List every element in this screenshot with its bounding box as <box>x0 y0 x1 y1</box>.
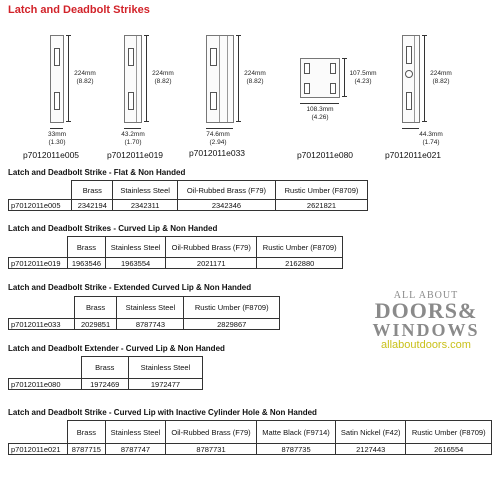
spec-table-inactive-cylinder <box>8 420 492 455</box>
col-header: Stainless Steel <box>128 357 202 379</box>
col-header: Satin Nickel (F42) <box>335 421 405 444</box>
col-header: Brass <box>67 237 105 258</box>
col-header: Stainless Steel <box>117 297 184 319</box>
col-header: Stainless Steel <box>106 421 166 444</box>
dimension-height: 224mm (8.82) <box>152 70 174 85</box>
table-row: p7012011e080 1972469 1972477 <box>9 379 203 390</box>
spec-table-curved-lip <box>8 236 343 269</box>
section-title: Latch and Deadbolt Strikes - Curved Lip & Non Handed <box>8 224 218 233</box>
section-title: Latch and Deadbolt Strike - Curved Lip with Inactive Cylinder Hole & Non Handed <box>8 408 317 417</box>
col-header: Rustic Umber (F8709) <box>406 421 492 444</box>
col-header: Oil-Rubbed Brass (F79) <box>165 421 256 444</box>
dimension-width: 108.3mm (4.26) <box>306 106 334 121</box>
part-label: p7012011e021 <box>384 150 442 160</box>
table-row: p7012011e019 1963546 1963554 2021171 2162880 <box>9 258 343 269</box>
dimension-height: 224mm (8.82) <box>430 70 452 85</box>
part-label: p7012011e005 <box>22 150 80 160</box>
col-header: Brass <box>72 181 113 200</box>
col-header: Rustic Umber (F8709) <box>257 237 343 258</box>
strike-image-e080 <box>300 58 340 98</box>
col-header: Brass <box>81 357 128 379</box>
strike-image-e021 <box>402 35 420 123</box>
dimension-width: 33mm (1.30) <box>47 131 67 146</box>
col-header: Oil-Rubbed Brass (F79) <box>166 237 257 258</box>
spec-table-flat <box>8 180 368 211</box>
spec-table-extended <box>8 296 280 330</box>
col-header: Stainless Steel <box>106 237 166 258</box>
col-header: Rustic Umber (F8709) <box>276 181 368 200</box>
spec-table-extender <box>8 356 203 390</box>
dimension-width: 43.2mm (1.70) <box>121 131 145 146</box>
part-label: p7012011e080 <box>296 150 354 160</box>
section-title: Latch and Deadbolt Strike - Extended Curved Lip & Non Handed <box>8 283 252 292</box>
section-title: Latch and Deadbolt Strike - Flat & Non Handed <box>8 168 186 177</box>
col-header: Stainless Steel <box>113 181 177 200</box>
table-row: p7012011e033 2029851 8787743 2829867 <box>9 319 280 330</box>
col-header: Brass <box>74 297 117 319</box>
table-row: p7012011e005 2342194 2342311 2342346 2621821 <box>9 200 368 211</box>
brand-watermark-logo: ALL ABOUT DOORS& WINDOWS allaboutdoors.com <box>372 290 480 351</box>
strike-image-e005 <box>50 35 64 123</box>
page-title: Latch and Deadbolt Strikes <box>8 4 150 16</box>
dimension-height: 224mm (8.82) <box>74 70 96 85</box>
dimension-width: 74.6mm (2.94) <box>206 131 230 146</box>
col-header: Matte Black (F9714) <box>257 421 336 444</box>
strike-diagrams <box>0 0 500 165</box>
dimension-width: 44.3mm (1.74) <box>419 131 443 146</box>
col-header: Oil-Rubbed Brass (F79) <box>177 181 275 200</box>
strike-image-e033 <box>206 35 234 123</box>
table-row: p7012011e021 8787715 8787747 8787731 8787735 2127443 2616554 <box>9 444 492 455</box>
section-title: Latch and Deadbolt Extender - Curved Lip & Non Handed <box>8 344 225 353</box>
part-label: p7012011e033 <box>188 148 246 158</box>
dimension-height: 107.5mm (4.23) <box>349 70 377 85</box>
col-header: Rustic Umber (F8709) <box>184 297 280 319</box>
col-header: Brass <box>67 421 105 444</box>
strike-image-e019 <box>124 35 142 123</box>
dimension-height: 224mm (8.82) <box>244 70 266 85</box>
part-label: p7012011e019 <box>106 150 164 160</box>
